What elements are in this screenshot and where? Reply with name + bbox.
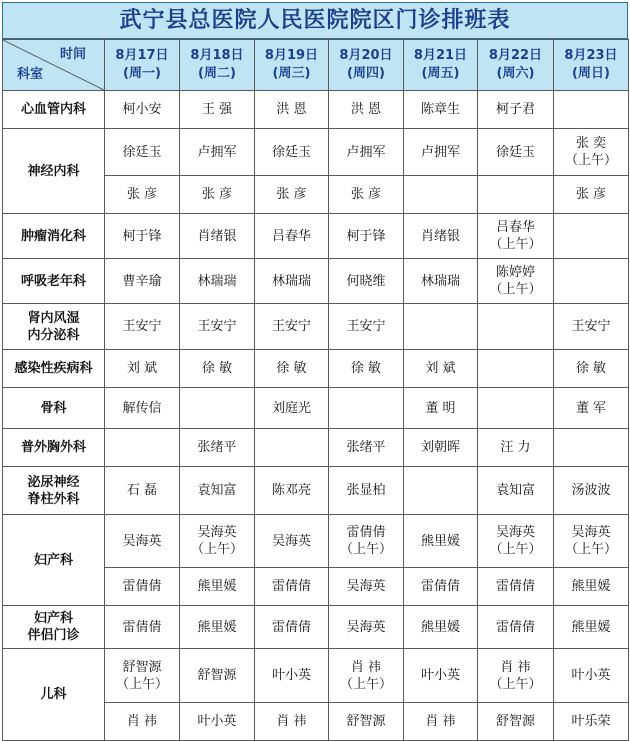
doctor-cell bbox=[554, 214, 629, 259]
doctor-cell: 陈婷婷 （上午） bbox=[478, 259, 554, 304]
doctor-cell: 张绪平 bbox=[329, 429, 404, 467]
doctor-cell: 雷倩倩 bbox=[404, 568, 478, 606]
doctor-cell: 吕春华 （上午） bbox=[478, 214, 554, 259]
doctor-cell: 张 彦 bbox=[329, 176, 404, 214]
doctor-cell: 张 奕 （上午） bbox=[554, 129, 629, 176]
doctor-cell: 徐 敏 bbox=[554, 350, 629, 388]
day-date: 8月19日 bbox=[264, 48, 319, 63]
doctor-cell: 柯于锋 bbox=[329, 214, 404, 259]
doctor-cell: 柯于锋 bbox=[105, 214, 180, 259]
doctor-cell: 何晓维 bbox=[329, 259, 404, 304]
doctor-cell: 吴海英 （上午） bbox=[180, 515, 255, 568]
doctor-cell: 柯子君 bbox=[478, 91, 554, 129]
day-date: 8月18日 bbox=[190, 48, 244, 63]
day-weekday: (周日) bbox=[572, 66, 610, 81]
doctor-cell: 舒智源 bbox=[478, 703, 554, 741]
doctor-cell: 熊里媛 bbox=[180, 568, 255, 606]
doctor-cell: 舒智源 bbox=[180, 649, 255, 703]
doctor-cell: 林瑞瑞 bbox=[255, 259, 329, 304]
department-name: 儿科 bbox=[3, 649, 105, 741]
day-header-7 bbox=[554, 40, 629, 91]
doctor-cell: 曹辛瑜 bbox=[105, 259, 180, 304]
doctor-cell: 叶小英 bbox=[255, 649, 329, 703]
table-row bbox=[3, 304, 629, 350]
table-row bbox=[3, 467, 629, 515]
doctor-cell: 吴海英 （上午） bbox=[478, 515, 554, 568]
day-date: 8月22日 bbox=[488, 48, 543, 63]
day-header-5 bbox=[404, 40, 478, 91]
day-header-2 bbox=[180, 40, 255, 91]
doctor-cell: 汤波波 bbox=[554, 467, 629, 515]
doctor-cell bbox=[180, 388, 255, 429]
doctor-cell: 徐廷玉 bbox=[105, 129, 180, 176]
day-date: 8月17日 bbox=[115, 48, 169, 63]
doctor-cell: 肖绪银 bbox=[180, 214, 255, 259]
doctor-cell: 叶乐荣 bbox=[554, 703, 629, 741]
schedule-body bbox=[3, 91, 629, 741]
doctor-cell: 徐 敏 bbox=[180, 350, 255, 388]
doctor-cell: 张 彦 bbox=[554, 176, 629, 214]
doctor-cell: 刘 斌 bbox=[404, 350, 478, 388]
doctor-cell: 雷倩倩 bbox=[478, 606, 554, 649]
department-name: 肾内风湿 内分泌科 bbox=[3, 304, 105, 350]
department-name: 泌尿神经 脊柱外科 bbox=[3, 467, 105, 515]
doctor-cell: 徐 敏 bbox=[329, 350, 404, 388]
doctor-cell: 卢拥军 bbox=[404, 129, 478, 176]
doctor-cell: 徐廷玉 bbox=[478, 129, 554, 176]
department-name: 肿瘤消化科 bbox=[3, 214, 105, 259]
doctor-cell: 刘朝晖 bbox=[404, 429, 478, 467]
doctor-cell: 解传信 bbox=[105, 388, 180, 429]
doctor-cell: 袁知富 bbox=[180, 467, 255, 515]
doctor-cell: 卢拥军 bbox=[180, 129, 255, 176]
doctor-cell: 石 磊 bbox=[105, 467, 180, 515]
doctor-cell: 林瑞瑞 bbox=[404, 259, 478, 304]
doctor-cell: 熊里媛 bbox=[554, 568, 629, 606]
doctor-cell: 王安宁 bbox=[105, 304, 180, 350]
doctor-cell: 袁知富 bbox=[478, 467, 554, 515]
doctor-cell bbox=[404, 467, 478, 515]
doctor-cell: 王安宁 bbox=[554, 304, 629, 350]
doctor-cell: 熊里媛 bbox=[180, 606, 255, 649]
doctor-cell: 雷倩倩 bbox=[478, 568, 554, 606]
table-row bbox=[3, 515, 629, 568]
day-weekday: (周四) bbox=[347, 66, 385, 81]
day-header-6 bbox=[478, 40, 554, 91]
table-row bbox=[3, 429, 629, 467]
doctor-cell: 吴海英 bbox=[105, 515, 180, 568]
doctor-cell: 刘庭光 bbox=[255, 388, 329, 429]
doctor-cell: 雷倩倩 bbox=[255, 606, 329, 649]
doctor-cell: 张 彦 bbox=[105, 176, 180, 214]
doctor-cell: 王 强 bbox=[180, 91, 255, 129]
doctor-cell bbox=[255, 429, 329, 467]
table-row bbox=[3, 350, 629, 388]
day-weekday: (周一) bbox=[123, 66, 161, 81]
doctor-cell bbox=[554, 429, 629, 467]
doctor-cell: 肖 祎 bbox=[255, 703, 329, 741]
day-header-3 bbox=[255, 40, 329, 91]
page-title: 武宁县总医院人民医院院区门诊排班表 bbox=[2, 2, 628, 39]
department-name: 妇产科 bbox=[3, 515, 105, 606]
doctor-cell bbox=[554, 259, 629, 304]
doctor-cell: 林瑞瑞 bbox=[180, 259, 255, 304]
doctor-cell: 汪 力 bbox=[478, 429, 554, 467]
department-name: 心血管内科 bbox=[3, 91, 105, 129]
doctor-cell: 吴海英 （上午） bbox=[554, 515, 629, 568]
doctor-cell: 吕春华 bbox=[255, 214, 329, 259]
doctor-cell bbox=[554, 91, 629, 129]
doctor-cell: 张显柏 bbox=[329, 467, 404, 515]
doctor-cell bbox=[478, 350, 554, 388]
day-date: 8月20日 bbox=[339, 48, 393, 63]
doctor-cell: 张 彦 bbox=[180, 176, 255, 214]
doctor-cell: 洪 恩 bbox=[329, 91, 404, 129]
doctor-cell: 王安宁 bbox=[255, 304, 329, 350]
doctor-cell: 王安宁 bbox=[329, 304, 404, 350]
doctor-cell: 吴海英 bbox=[329, 606, 404, 649]
doctor-cell: 熊里媛 bbox=[404, 515, 478, 568]
department-name: 呼吸老年科 bbox=[3, 259, 105, 304]
doctor-cell: 徐廷玉 bbox=[255, 129, 329, 176]
day-date: 8月21日 bbox=[413, 48, 468, 63]
department-name: 妇产科 伴侣门诊 bbox=[3, 606, 105, 649]
doctor-cell: 雷倩倩 bbox=[255, 568, 329, 606]
doctor-cell: 吴海英 bbox=[255, 515, 329, 568]
department-name: 骨科 bbox=[3, 388, 105, 429]
table-row bbox=[3, 259, 629, 304]
doctor-cell: 叶小英 bbox=[554, 649, 629, 703]
doctor-cell: 洪 恩 bbox=[255, 91, 329, 129]
table-row bbox=[3, 649, 629, 703]
doctor-cell: 张绪平 bbox=[180, 429, 255, 467]
table-row bbox=[3, 606, 629, 649]
day-weekday: (周三) bbox=[272, 66, 311, 81]
day-header-1 bbox=[105, 40, 180, 91]
header-row bbox=[3, 40, 629, 91]
doctor-cell: 叶小英 bbox=[404, 649, 478, 703]
table-row bbox=[3, 388, 629, 429]
doctor-cell: 张 彦 bbox=[255, 176, 329, 214]
doctor-cell bbox=[329, 388, 404, 429]
doctor-cell: 舒智源 （上午） bbox=[105, 649, 180, 703]
doctor-cell: 熊里媛 bbox=[404, 606, 478, 649]
doctor-cell: 肖 祎 （上午） bbox=[478, 649, 554, 703]
table-row bbox=[3, 129, 629, 176]
day-header-4 bbox=[329, 40, 404, 91]
doctor-cell: 雷倩倩 bbox=[105, 606, 180, 649]
day-weekday: (周二) bbox=[198, 66, 236, 81]
table-row bbox=[3, 214, 629, 259]
day-weekday: (周六) bbox=[496, 66, 535, 81]
doctor-cell: 雷倩倩 （上午） bbox=[329, 515, 404, 568]
doctor-cell: 柯小安 bbox=[105, 91, 180, 129]
corner-time-label: 时间 bbox=[59, 47, 86, 62]
doctor-cell: 肖 祎 （上午） bbox=[329, 649, 404, 703]
table-row bbox=[3, 91, 629, 129]
doctor-cell: 雷倩倩 bbox=[105, 568, 180, 606]
department-name: 感染性疾病科 bbox=[3, 350, 105, 388]
doctor-cell bbox=[105, 429, 180, 467]
doctor-cell: 熊里媛 bbox=[554, 606, 629, 649]
day-date: 8月23日 bbox=[564, 48, 618, 63]
doctor-cell: 肖 祎 bbox=[105, 703, 180, 741]
doctor-cell: 叶小英 bbox=[180, 703, 255, 741]
doctor-cell bbox=[478, 304, 554, 350]
doctor-cell bbox=[478, 176, 554, 214]
doctor-cell bbox=[478, 388, 554, 429]
doctor-cell: 刘 斌 bbox=[105, 350, 180, 388]
doctor-cell: 董 军 bbox=[554, 388, 629, 429]
doctor-cell: 董 明 bbox=[404, 388, 478, 429]
doctor-cell: 徐 敏 bbox=[255, 350, 329, 388]
doctor-cell: 舒智源 bbox=[329, 703, 404, 741]
doctor-cell: 吴海英 bbox=[329, 568, 404, 606]
department-name: 普外胸外科 bbox=[3, 429, 105, 467]
corner-header bbox=[3, 40, 105, 91]
day-weekday: (周五) bbox=[421, 66, 460, 81]
doctor-cell bbox=[404, 176, 478, 214]
doctor-cell: 肖绪银 bbox=[404, 214, 478, 259]
doctor-cell: 陈章生 bbox=[404, 91, 478, 129]
department-name: 神经内科 bbox=[3, 129, 105, 214]
schedule-table bbox=[2, 39, 629, 741]
corner-dept-label: 科室 bbox=[17, 67, 44, 82]
doctor-cell: 肖 祎 bbox=[404, 703, 478, 741]
doctor-cell: 卢拥军 bbox=[329, 129, 404, 176]
doctor-cell: 王安宁 bbox=[180, 304, 255, 350]
doctor-cell bbox=[404, 304, 478, 350]
doctor-cell: 陈邓亮 bbox=[255, 467, 329, 515]
